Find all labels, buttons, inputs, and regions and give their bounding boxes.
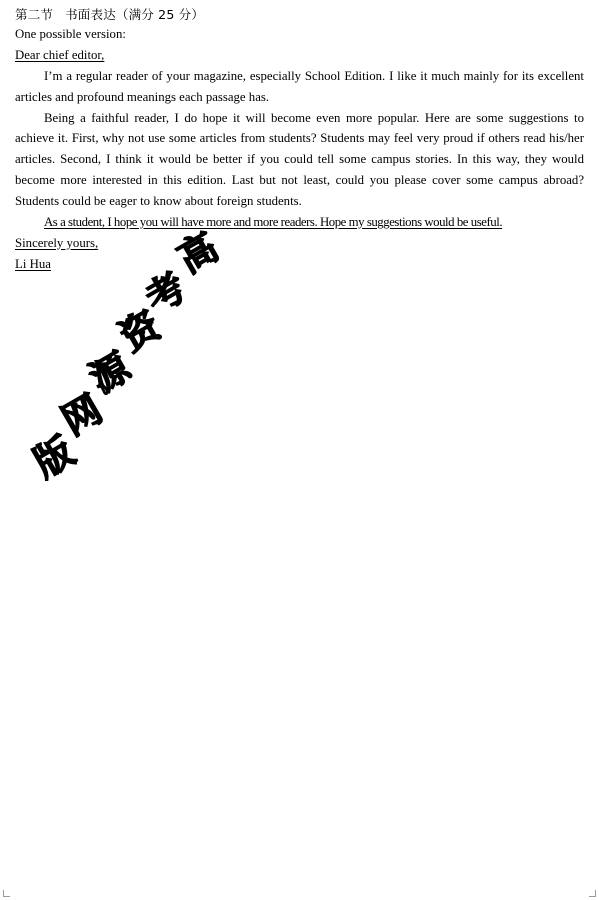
page-corner-mark [589,890,596,897]
letter-closing-paragraph: As a student, I hope you will have more and more readers. Hope my suggestions would be useful. [44,214,503,229]
section-heading [15,6,584,24]
letter-signoff: Sincerely yours, [15,235,99,250]
section-subtitle: 书面表达（满分 25 分） [65,7,205,22]
watermark-char: 高 [170,228,226,282]
letter-signature: Li Hua [15,256,51,271]
watermark-char: 源 [82,343,138,402]
letter-paragraph-1: I’m a regular reader of your magazine, especially School Edition. I like it much mainly for its excellent articles and profound meanings each passage has. [15,69,584,104]
watermark-char: 版 [30,427,82,486]
letter-salutation: Dear chief editor, [15,48,105,62]
intro-line: One possible version: [15,27,126,41]
watermark-char: 考 [138,263,194,322]
watermark-char: 资 [112,301,168,360]
letter-paragraph-2: Being a faithful reader, I do hope it will become even more popular. Here are some suggestions to achieve it. First, why not use some articles from students? Students may feel very proud if others read his/her articles. Second, I think it would be better if you could tell some campus stories. In this way, they would become more interested in this edition. Last but not least, could you please cover some campus abroad? Students could be eager to know about foreign students. [15,110,584,208]
watermark-stamp [30,228,230,488]
watermark-char: 网 [54,385,110,444]
section-title: 第二节 [15,7,54,22]
watermark-graphic [30,228,230,488]
page-corner-mark [3,890,10,897]
